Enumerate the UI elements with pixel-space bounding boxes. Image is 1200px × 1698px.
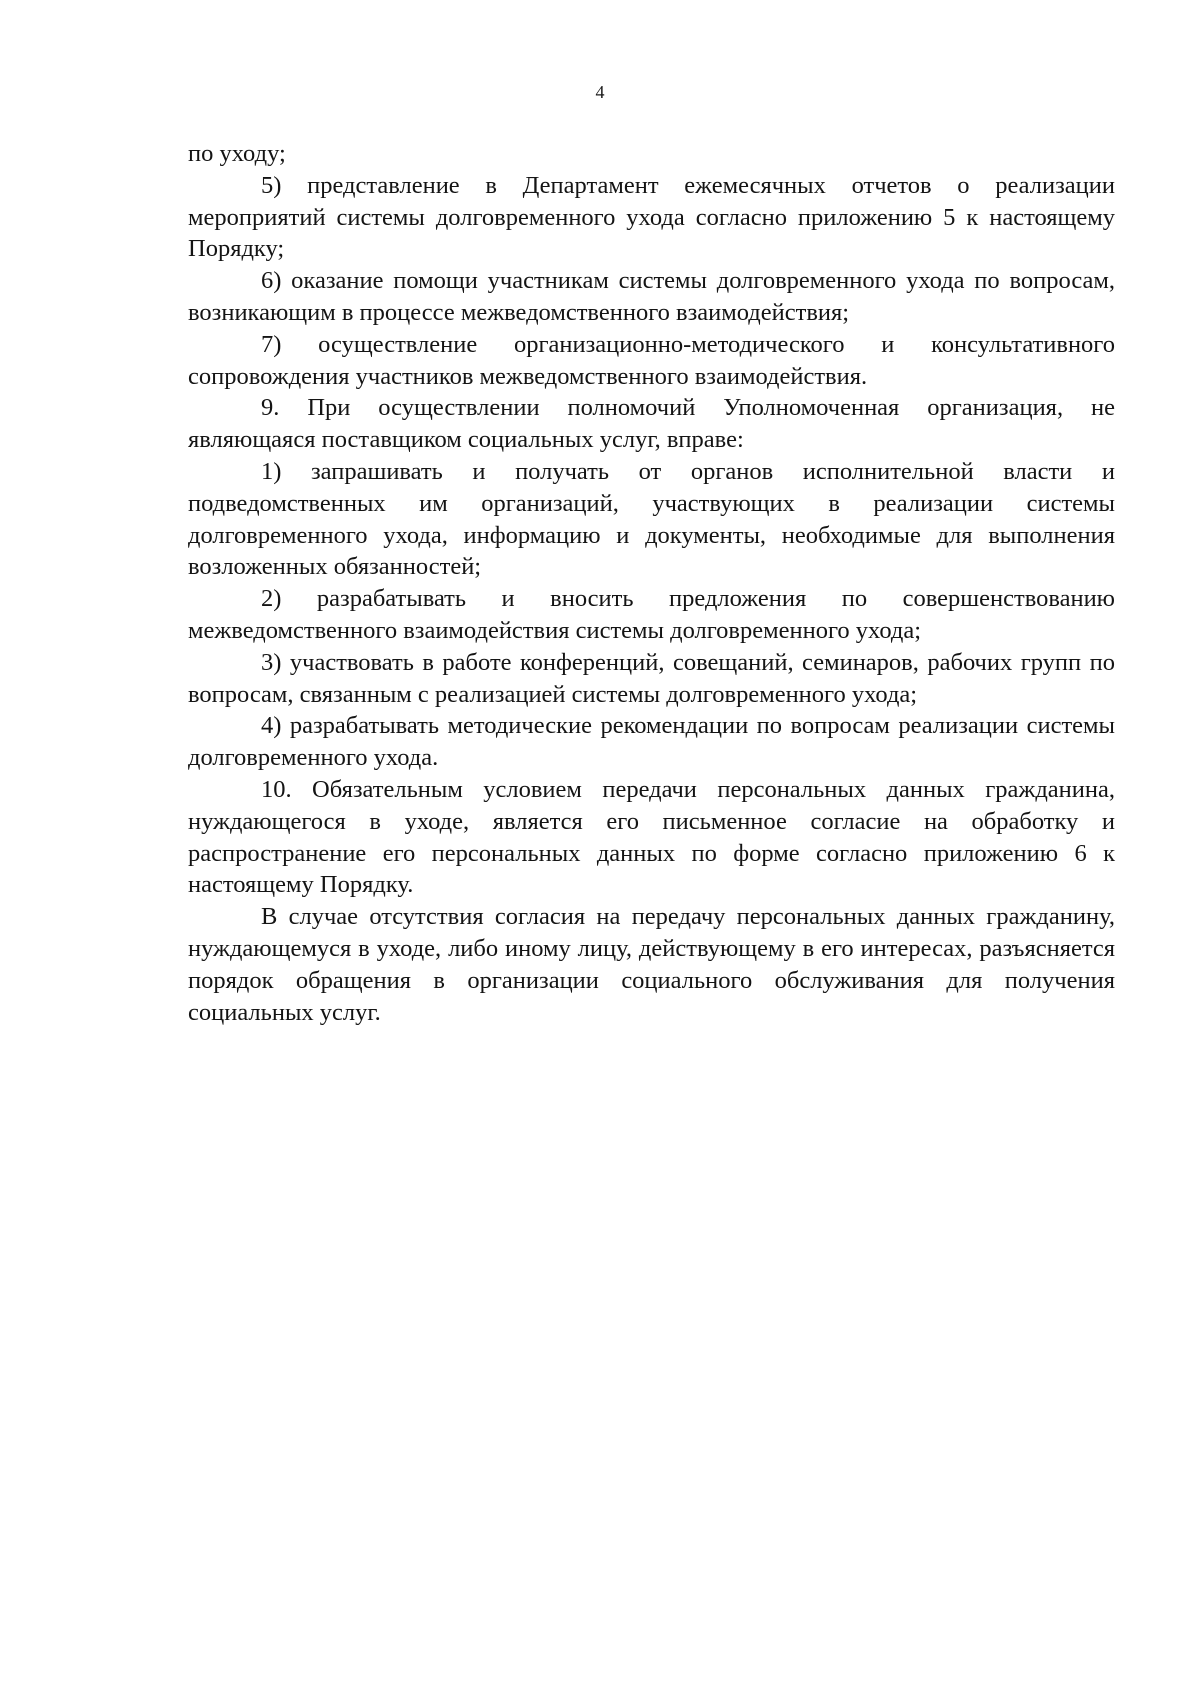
paragraph-section-10: 10. Обязательным условием передачи персональных данных гражданина, нуждающегося в уходе, является его письменное согласие на обработку и распространение его персональных данных по форме согласно приложению 6 к настоящему Порядку.: [188, 775, 1115, 899]
paragraph-item-5-reports: 5) представление в Департамент ежемесячных отчетов о реализации мероприятий системы долговременного ухода согласно приложению 5 к настоящему Порядку;: [188, 171, 1115, 263]
paragraph-section-9-item-2: 2) разрабатывать и вносить предложения по совершенствованию межведомственного взаимодействия системы долговременного ухода;: [188, 585, 1115, 644]
paragraph-section-10-consent: В случае отсутствия согласия на передачу персональных данных гражданину, нуждающемуся в уходе, либо иному лицу, действующему в его интересах, разъясняется порядок обращения в организации социального обслуживания для получения социальных услуг.: [188, 903, 1115, 1026]
document-body: [188, 138, 1115, 1028]
paragraph-section-9-item-4: 4) разрабатывать методические рекомендации по вопросам реализации системы долговременного ухода.: [188, 712, 1115, 772]
paragraph-continuation: по уходу;: [188, 140, 286, 167]
page-number: 4: [595, 82, 605, 102]
paragraph-item-7-support: 7) осуществление организационно-методического и консультативного сопровождения участников межведомственного взаимодействия.: [188, 330, 1115, 390]
paragraph-item-6-assistance: 6) оказание помощи участникам системы долговременного ухода по вопросам, возникающим в процессе межведомственного взаимодействия;: [188, 267, 1115, 326]
paragraph-section-9-item-3: 3) участвовать в работе конференций, совещаний, семинаров, рабочих групп по вопросам, связанным с реализацией системы долговременного ухода;: [188, 648, 1115, 708]
paragraph-section-9: 9. При осуществлении полномочий Уполномоченная организация, не являющаяся поставщиком социальных услуг, вправе:: [188, 394, 1115, 454]
paragraph-section-9-item-1: 1) запрашивать и получать от органов исполнительной власти и подведомственных им организаций, участвующих в реализации системы долговременного ухода, информацию и документы, необходимые для выполнения возложенных обязанностей;: [188, 457, 1115, 581]
